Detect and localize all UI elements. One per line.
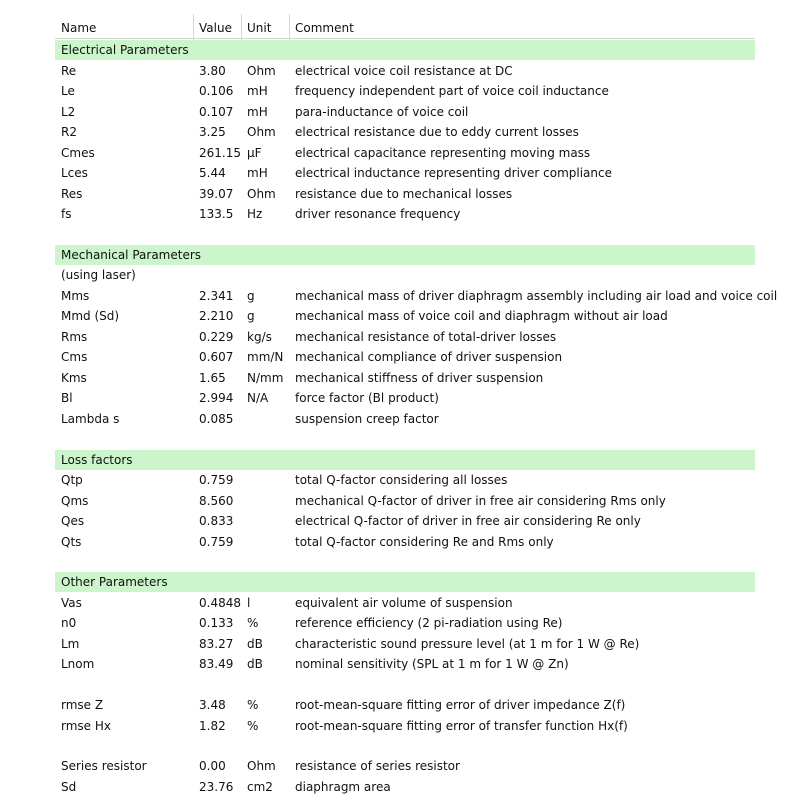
param-name: Mms [61,289,90,303]
param-name: Vas [61,596,82,610]
table-row [55,347,755,367]
table-row [55,695,755,715]
section-header [55,572,755,592]
param-value: 0.229 [199,330,234,344]
table-row [55,409,755,429]
section-title: Mechanical Parameters [61,248,202,262]
param-unit: kg/s [247,330,272,344]
table-row [55,102,755,122]
table-row [55,470,755,490]
param-value: 0.085 [199,412,234,426]
table-row [55,143,755,163]
param-unit: % [247,616,259,630]
table-row [55,327,755,347]
param-comment: root-mean-square fitting error of transfer function Hx(f) [295,719,628,733]
param-name: Lces [61,166,88,180]
param-comment: nominal sensitivity (SPL at 1 m for 1 W @ Zn) [295,657,569,671]
table-row [55,532,755,552]
param-unit: Ohm [247,759,276,773]
param-unit: Ohm [247,125,276,139]
param-value: 0.4848 [199,596,241,610]
param-name: Rms [61,330,88,344]
param-value: 0.607 [199,350,234,364]
param-name: L2 [61,105,76,119]
section-header [55,450,755,470]
table-row [55,613,755,633]
param-comment: mechanical Q-factor of driver in free air considering Rms only [295,494,666,508]
param-unit: g [247,309,255,323]
param-comment: mechanical mass of voice coil and diaphragm without air load [295,309,668,323]
table-row [55,716,755,736]
param-value: 0.759 [199,535,234,549]
param-comment: mechanical compliance of driver suspension [295,350,563,364]
param-name: rmse Z [61,698,104,712]
param-name: Res [61,187,83,201]
param-unit: mH [247,166,268,180]
param-unit: % [247,698,259,712]
param-name: Bl [61,391,73,405]
param-comment: root-mean-square fitting error of driver impedance Z(f) [295,698,626,712]
param-name: Re [61,64,77,78]
param-comment: mechanical mass of driver diaphragm assembly including air load and voice coil [295,289,778,303]
param-unit: N/A [247,391,269,405]
table-header-row [55,18,755,39]
param-unit: dB [247,657,263,671]
param-name: n0 [61,616,77,630]
param-value: 2.994 [199,391,234,405]
param-comment: para-inductance of voice coil [295,105,469,119]
param-value: 1.65 [199,371,226,385]
table-row [55,306,755,326]
param-value: 3.48 [199,698,226,712]
param-value: 0.759 [199,473,234,487]
table-row [55,204,755,224]
section-title: Other Parameters [61,575,168,589]
param-comment: total Q-factor considering all losses [295,473,508,487]
param-unit: cm2 [247,780,273,794]
param-name: Lm [61,637,80,651]
table-row [55,491,755,511]
param-unit: Ohm [247,64,276,78]
param-unit: Hz [247,207,263,221]
table-row [55,122,755,142]
param-name: R2 [61,125,77,139]
param-unit: mm/N [247,350,284,364]
param-comment: reference efficiency (2 pi-radiation using Re) [295,616,563,630]
param-name: Qes [61,514,85,528]
param-comment: resistance of series resistor [295,759,460,773]
param-unit: µF [247,146,262,160]
param-value: 0.107 [199,105,234,119]
section-header [55,245,755,265]
param-comment: electrical Q-factor of driver in free air considering Re only [295,514,641,528]
param-value: 1.82 [199,719,226,733]
section-note-row [55,265,755,285]
param-comment: driver resonance frequency [295,207,461,221]
table-row [55,286,778,306]
param-comment: equivalent air volume of suspension [295,596,513,610]
param-value: 5.44 [199,166,226,180]
param-comment: total Q-factor considering Re and Rms only [295,535,554,549]
param-unit: % [247,719,259,733]
param-value: 3.80 [199,64,226,78]
param-name: Kms [61,371,87,385]
param-value: 83.49 [199,657,234,671]
table-row [55,593,755,613]
param-unit: mH [247,105,268,119]
param-name: Cmes [61,146,95,160]
header-value: Value [199,21,232,35]
param-value: 0.833 [199,514,234,528]
param-value: 2.210 [199,309,234,323]
section-title: Loss factors [61,453,133,467]
param-name: Series resistor [61,759,147,773]
section-title: Electrical Parameters [61,43,189,57]
table-row [55,61,755,81]
param-value: 0.106 [199,84,234,98]
param-unit: Ohm [247,187,276,201]
param-value: 0.00 [199,759,226,773]
table-row [55,163,755,183]
param-unit: l [247,596,251,610]
param-name: Le [61,84,75,98]
param-unit: g [247,289,255,303]
param-name: rmse Hx [61,719,111,733]
param-value: 3.25 [199,125,226,139]
param-comment: frequency independent part of voice coil inductance [295,84,609,98]
header-unit: Unit [247,21,272,35]
table-row [55,654,755,674]
param-value: 261.15 [199,146,241,160]
param-value: 23.76 [199,780,234,794]
header-comment: Comment [295,21,354,35]
param-comment: electrical inductance representing driver compliance [295,166,612,180]
header-name: Name [61,21,97,35]
param-comment: electrical capacitance representing moving mass [295,146,591,160]
param-value: 8.560 [199,494,234,508]
table-row [55,388,755,408]
table-row [55,184,755,204]
param-comment: characteristic sound pressure level (at 1 m for 1 W @ Re) [295,637,640,651]
param-comment: resistance due to mechanical losses [295,187,513,201]
column-divider [289,14,290,40]
section-note: (using laser) [61,268,136,282]
param-comment: electrical voice coil resistance at DC [295,64,513,78]
table-row [55,368,755,388]
param-comment: mechanical stiffness of driver suspension [295,371,544,385]
param-name: fs [61,207,72,221]
param-name: Sd [61,780,77,794]
table-row [55,634,755,654]
column-divider [193,14,194,40]
param-value: 39.07 [199,187,234,201]
param-value: 2.341 [199,289,234,303]
param-unit: N/mm [247,371,284,385]
param-unit: dB [247,637,263,651]
param-unit: mH [247,84,268,98]
param-comment: electrical resistance due to eddy current losses [295,125,579,139]
param-value: 83.27 [199,637,234,651]
section-header [55,40,755,60]
column-divider [241,14,242,40]
param-comment: suspension creep factor [295,412,439,426]
param-name: Qtp [61,473,83,487]
param-comment: force factor (Bl product) [295,391,439,405]
param-name: Qms [61,494,89,508]
param-name: Cms [61,350,88,364]
table-row [55,511,755,531]
param-name: Mmd (Sd) [61,309,120,323]
table-row [55,81,755,101]
param-name: Lnom [61,657,95,671]
table-row [55,756,755,776]
param-value: 0.133 [199,616,234,630]
param-name: Lambda s [61,412,120,426]
param-value: 133.5 [199,207,234,221]
param-comment: mechanical resistance of total-driver losses [295,330,557,344]
param-name: Qts [61,535,82,549]
table-row [55,777,755,797]
param-comment: diaphragm area [295,780,391,794]
